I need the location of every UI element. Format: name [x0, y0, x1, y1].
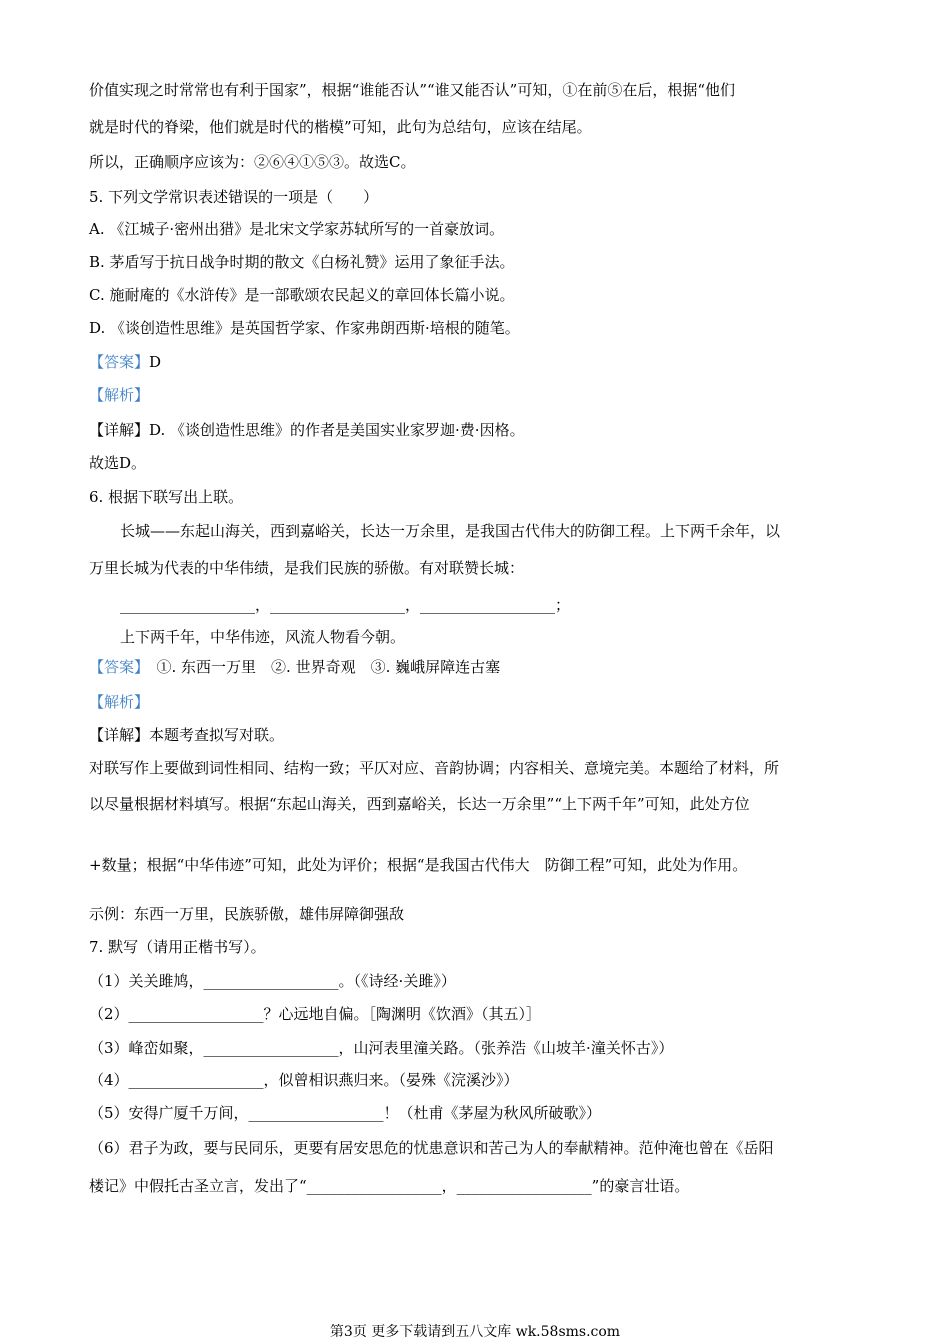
text-line: [89, 793, 750, 815]
text-line: [89, 854, 747, 876]
section-tag: 【解析】: [89, 386, 150, 404]
section-tag: 【答案】: [89, 353, 150, 371]
text-line: [120, 594, 570, 616]
line-text: +数量；根据“中华伟迹”可知，此处为评价；根据“是我国古代伟大 防御工程”可知，此处为作用。: [89, 856, 748, 874]
line-text: 示例：东西一万里，民族骄傲，雄伟屏障御强敌: [89, 905, 405, 923]
line-text: D: [149, 353, 162, 371]
text-line: [89, 656, 500, 678]
text-line: [89, 284, 514, 306]
line-text: （1）关关雎鸠，__________________。（《诗经·关雎》）: [89, 972, 456, 990]
line-text: 所以，正确顺序应该为：②⑥④①⑤③。故选C。: [89, 153, 416, 171]
text-line: [89, 691, 149, 713]
section-tag: 【答案】: [89, 658, 142, 676]
line-text: __________________，__________________，__________________；: [120, 596, 571, 614]
text-line: [89, 151, 415, 173]
text-line: [89, 970, 456, 992]
line-text: 就是时代的脊梁，他们就是时代的楷模”可知，此句为总结句，应该在结尾。: [89, 118, 592, 136]
text-line: [89, 1137, 774, 1159]
line-text: 5. 下列文学常识表述错误的一项是（ ）: [89, 188, 379, 206]
text-line: [89, 903, 404, 925]
line-text: （2）__________________？心远地自偏。［陶渊明《饮酒》（其五）］: [89, 1005, 542, 1023]
page-footer: 第3页 更多下载请到五八文库 wk.58sms.com: [329, 1324, 621, 1340]
text-line: [89, 1102, 601, 1124]
section-tag: 【解析】: [89, 693, 150, 711]
text-line: [89, 757, 779, 779]
text-line: [89, 79, 735, 101]
line-text: 价值实现之时常常也有利于国家”，根据“谁能否认”“谁又能否认”可知，①在前⑤在后，根据“他们: [89, 81, 736, 99]
line-text: 楼记》中假托古圣立言，发出了“__________________，__________________”的豪言壮语。: [89, 1177, 690, 1195]
line-text: （5）安得广厦千万间，__________________！（杜甫《茅屋为秋风所破歌》）: [89, 1104, 602, 1122]
line-text: 6. 根据下联写出上联。: [89, 488, 244, 506]
line-text: （3）峰峦如聚，__________________，山河表里潼关路。（张养浩《山坡羊·潼关怀古》）: [89, 1039, 674, 1057]
text-line: [89, 218, 504, 240]
line-text: D. 《谈创造性思维》是英国哲学家、作家弗朗西斯·培根的随笔。: [89, 319, 520, 337]
text-line: [89, 116, 592, 138]
line-text: A. 《江城子·密州出猎》是北宋文学家苏轼所写的一首豪放词。: [89, 220, 505, 238]
text-line: [89, 1175, 689, 1197]
line-text: 万里长城为代表的中华伟绩，是我们民族的骄傲。有对联赞长城：: [89, 559, 525, 577]
text-line: [89, 1069, 519, 1091]
line-text: 【详解】D. 《谈创造性思维》的作者是美国实业家罗迦·费·因格。: [89, 421, 525, 439]
text-line: [120, 626, 405, 648]
line-text: C. 施耐庵的《水浒传》是一部歌颂农民起义的章回体长篇小说。: [89, 286, 515, 304]
text-line: [89, 186, 378, 208]
text-line: [89, 351, 161, 373]
text-line: [89, 317, 520, 339]
text-line: [89, 936, 266, 958]
line-text: 对联写作上要做到词性相同、结构一致；平仄对应、音韵协调；内容相关、意境完美。本题给了材料，所: [89, 759, 780, 777]
text-line: [89, 486, 243, 508]
line-text: B. 茅盾写于抗日战争时期的散文《白杨礼赞》运用了象征手法。: [89, 253, 515, 271]
text-line: [89, 1003, 541, 1025]
line-text: 故选D。: [89, 454, 147, 472]
text-line: [89, 251, 515, 273]
line-text: 长城——东起山海关，西到嘉峪关，长达一万余里，是我国古代伟大的防御工程。上下两千余年，以: [120, 522, 781, 540]
text-line: [89, 384, 149, 406]
line-text: 以尽量根据材料填写。根据“东起山海关，西到嘉峪关，长达一万余里”“上下两千年”可知，此处方位: [89, 795, 750, 813]
line-text: （4）__________________，似曾相识燕归来。（晏殊《浣溪沙》）: [89, 1071, 519, 1089]
text-line: [89, 419, 525, 441]
line-text: 上下两千年，中华伟迹，风流人物看今朝。: [120, 628, 406, 646]
text-line: [89, 724, 284, 746]
line-text: ①. 东西一万里 ②. 世界奇观 ③. 巍峨屏障连古塞: [141, 658, 501, 676]
text-line: [89, 452, 146, 474]
text-line: [89, 1037, 673, 1059]
text-line: [89, 557, 524, 579]
text-line: [120, 520, 780, 542]
line-text: 7. 默写（请用正楷书写）。: [89, 938, 266, 956]
line-text: （6）君子为政，要与民同乐，更要有居安思危的忧患意识和苦己为人的奉献精神。范仲淹也曾在《岳阳: [89, 1139, 774, 1157]
line-text: 【详解】本题考查拟写对联。: [89, 726, 285, 744]
